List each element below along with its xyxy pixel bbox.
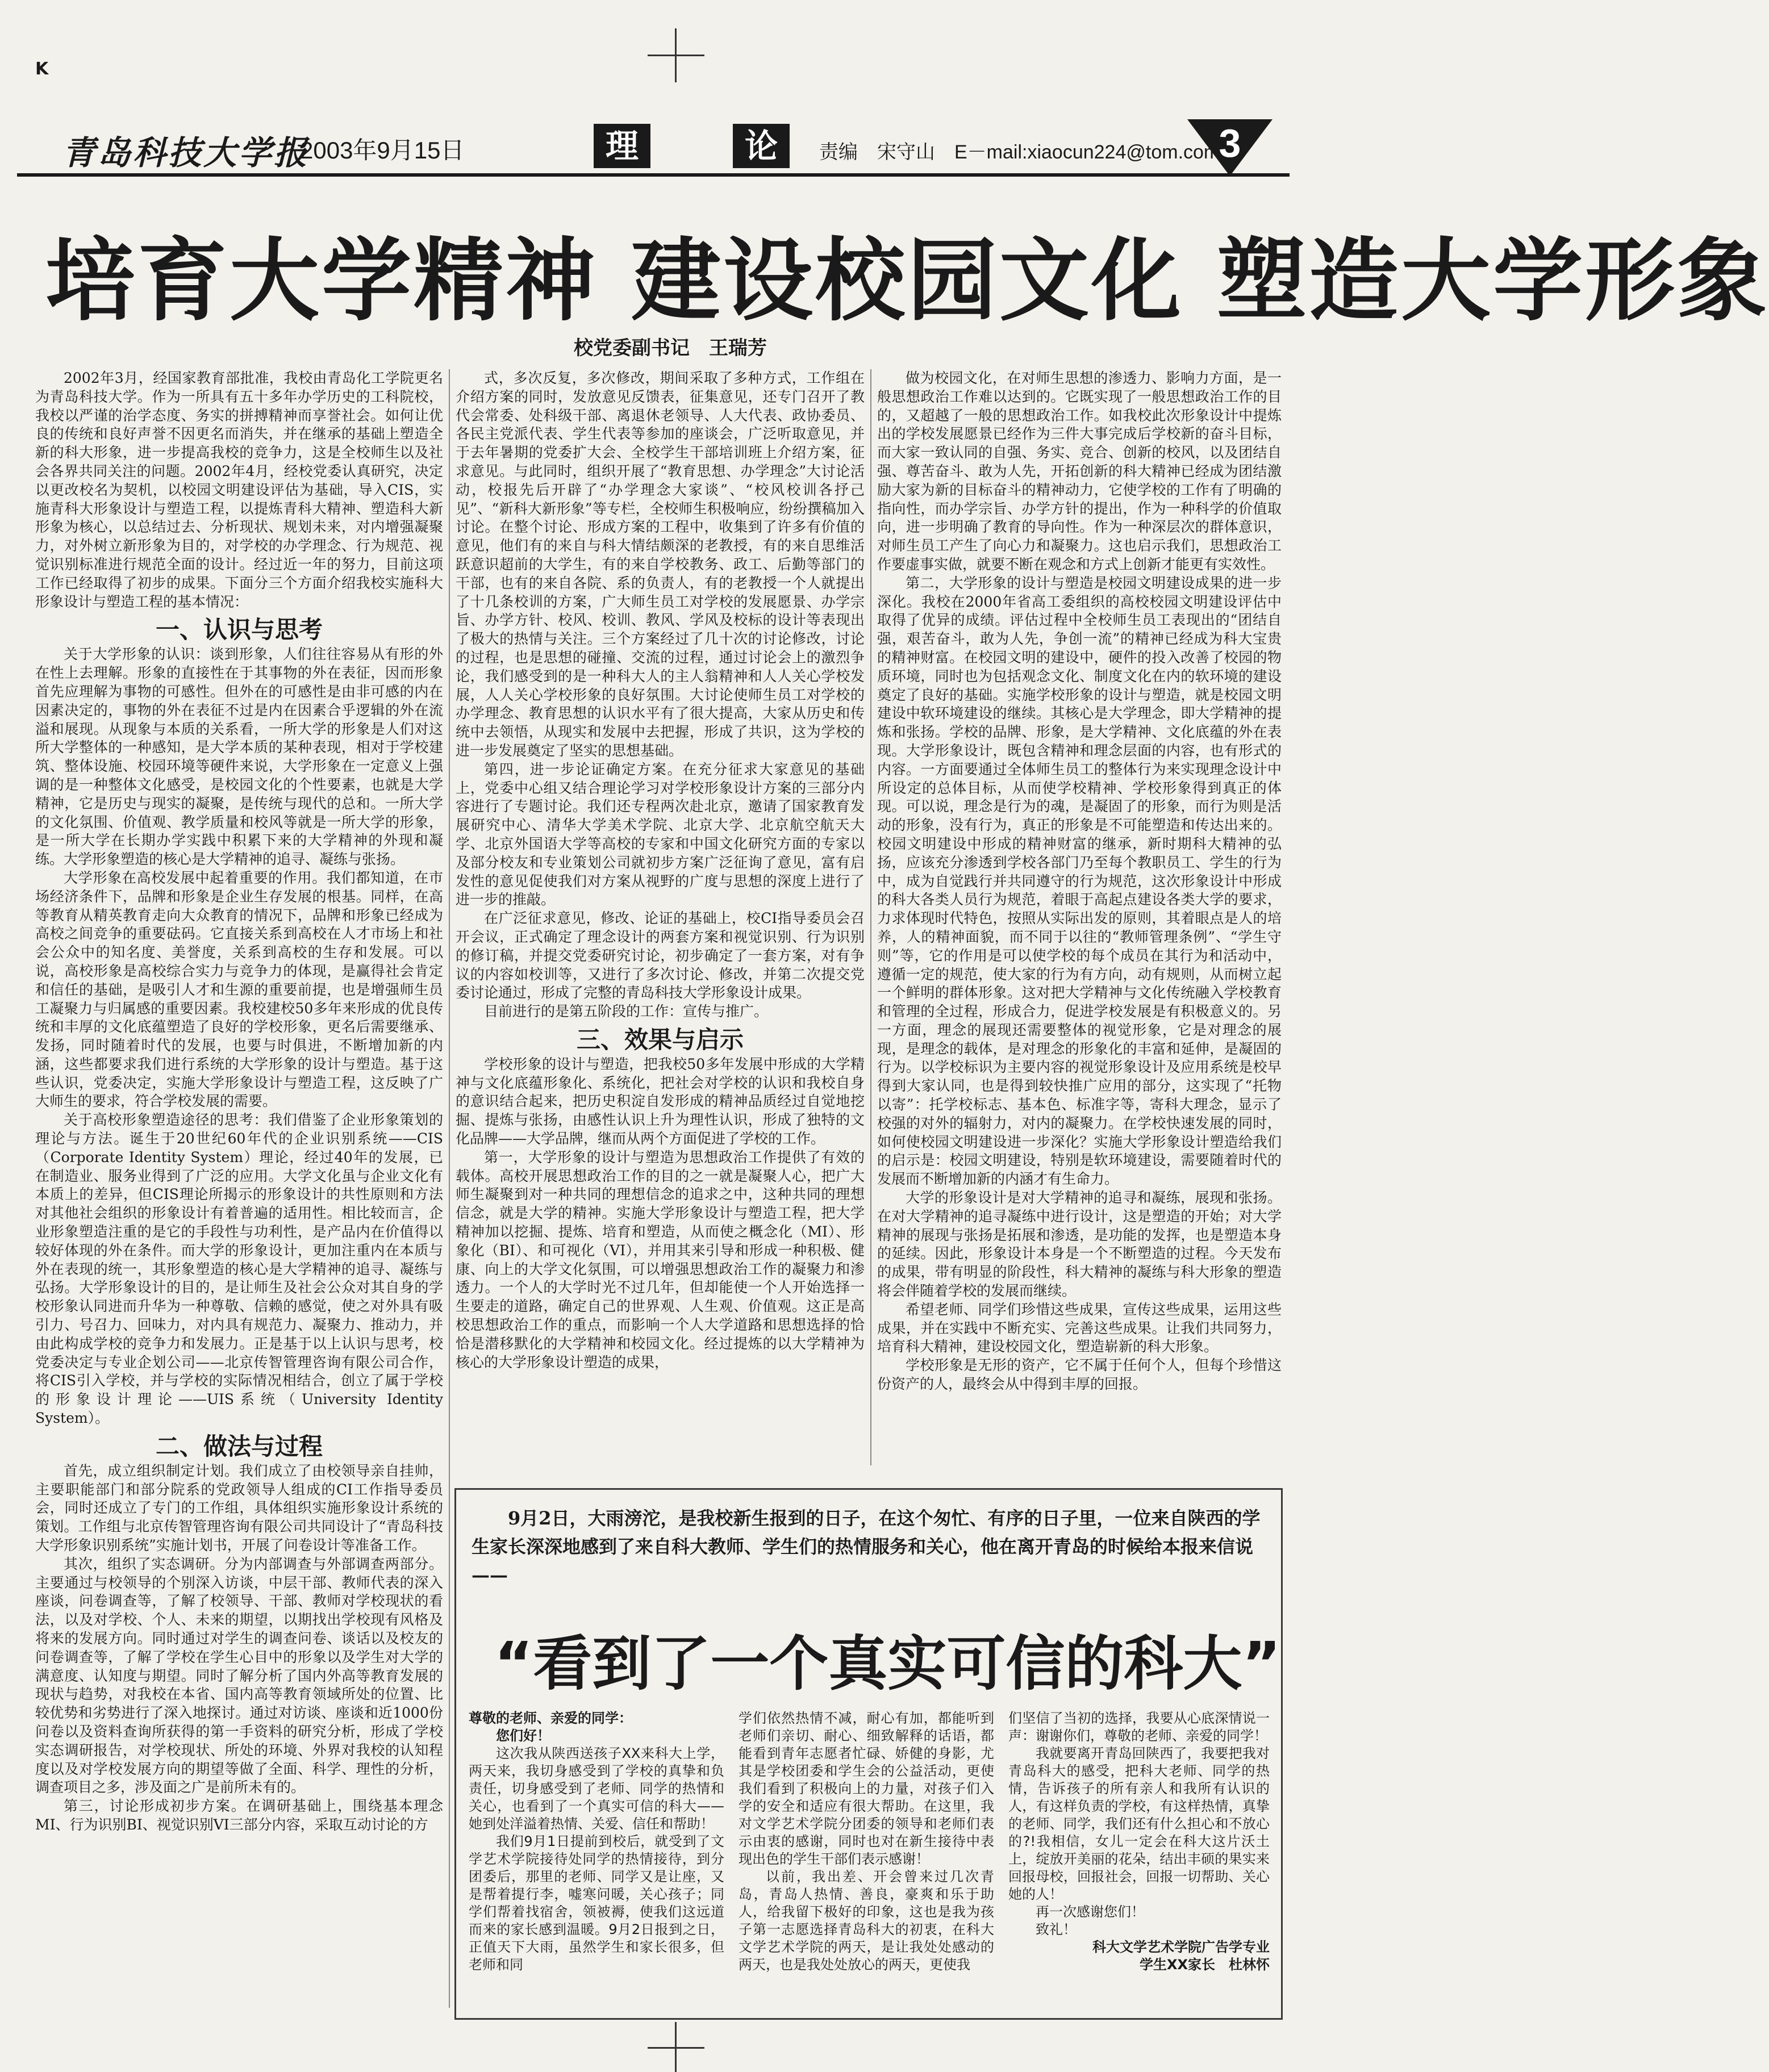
section-heading-1: 一、认识与思考 <box>155 616 323 644</box>
paragraph: 做为校园文化，在对师生思想的渗透力、影响力方面，是一般思想政治工作难以达到的。它既实现了一般思想政治工作的目的，又超越了一般的思想政治工作。如我校此次形象设计中提炼出的学校发展愿景已经作为三件大事完成后学校新的奋斗目标，而大家一致认同的自强、务实、竞合、创新的校风，以及团结自强、尊苦奋斗、敢为人先，开拓创新的科大精神已经成为团结激励大家为新的目标奋斗的精神动力，它使学校的工作有了明确的指向性，而办学宗旨、办学方针的提出，作为一种科学的价值取向，进一步明确了教育的导向性。作为一种深层次的群体意识，对师生员工产生了向心力和凝聚力。这也启示我们，思想政治工作要虚事实做，就要不断在观念和方式上创新才能更有实效性。 <box>877 370 1282 573</box>
paragraph: 学校形象的设计与塑造，把我校50多年发展中形成的大学精神与文化底蕴形象化、系统化，把社会对学校的认识和我校自身的意识结合起来，把历史积淀自发形成的精神品质经过自觉地挖掘、提炼与张扬，由感性认识上升为理性认识，形成了独特的文化品牌——大学品牌，继而从两个方面促进了学校的工作。 <box>456 1055 865 1147</box>
column-divider <box>449 369 450 2008</box>
paragraph: 目前进行的是第五阶段的工作：宣传与推广。 <box>484 1003 769 1020</box>
paragraph: 关于大学形象的认识：谈到形象，人们往往容易从有形的外在性上去理解。形象的直接性在于其事物的外在表征，因而形象首先应理解为事物的可感性。但外在的可感性是由非可感的内在因素决定的，事物的外在表征不过是内在因素合乎逻辑的外在流溢和展现。从现象与本质的关系看，一所大学的形象是人们对这所大学整体的一种感知，是大学本质的某种表现，相对于学校建筑、整体设施、校园环境等硬件来说，大学形象在一定意义上强调的是一种整体文化感受，是校园文化的个性要素，也就是大学精神，它是历史与现实的凝聚，是传统与现代的总和。一所大学的文化氛围、价值观、教学质量和校风等就是一所大学的形象，是一所大学在长期办学实践中积累下来的大学精神的外现和凝练。大学形象塑造的核心是大学精神的追寻、凝练与张扬。 <box>35 646 443 868</box>
article-column-3 <box>877 369 1282 1633</box>
corner-mark: K <box>35 59 49 79</box>
paragraph: 第四，进一步论证确定方案。在充分征求大家意见的基础上，党委中心组又结合理论学习对学校形象设计方案的三部分内容进行了专题讨论。我们还专程两次赴北京，邀请了国家教育发展研究中心、清华大学美术学院、北京大学、北京航空航天大学、北京外国语大学等高校的专家和中国文化研究方面的专家以及部分校友和专业策划公司就初步方案广泛征询了意见，富有启发性的意见促使我们对方案从视野的广度与思想的深度上进行了进一步的推敲。 <box>456 761 865 908</box>
paragraph: 大学形象在高校发展中起着重要的作用。我们都知道，在市场经济条件下，品牌和形象是企业生存发展的根基。同样，在高等教育从精英教育走向大众教育的情况下，品牌和形象已经成为高校之间竞争的重要砝码。它直接关系到高校在人才市场上和社会公众中的知名度、美誉度，关系到高校的生存和发展。可以说，高校形象是高校综合实力与竞争力的体现，是赢得社会肯定和信任的基础，是吸引人才和生源的重要前提，也是增强师生员工凝聚力与归属感的重要因素。我校建校50多年来形成的优良传统和丰厚的文化底蕴塑造了良好的学校形象，更名后需要继承、发扬，同时随着时代的发展，也要与时俱进，不断增加新的内涵，这些都要求我们进行系统的大学形象的设计与塑造。基于这些认识，党委决定，实施大学形象设计与塑造工程，这反映了广大师生的要求，符合学校发展的需要。 <box>35 869 443 1110</box>
article-headline: 培育大学精神 建设校园文化 塑造大学形象 <box>45 229 1769 333</box>
paragraph: 关于高校形象塑造途径的思考：我们借鉴了企业形象策划的理论与方法。诞生于20世纪60年代的企业识别系统——CIS（Corporate Identity System）理论，经过40年的发展，已在制造业、服务业得到了广泛的应用。大学文化虽与企业文化有本质上的差异，但CIS理论所揭示的形象设计的共性原则和方法对其他社会组织的形象设计有着普遍的适用性。相比较而言，企业形象塑造注重的是它的手段性与功利性，是产品内在价值得以较好体现的外在条件。而大学的形象设计，更加注重内在本质与外在表现的统一，其形象塑造的核心是大学精神的追寻、凝练与弘扬。大学形象设计的目的，是让师生及社会公众对其自身的学校形象认同进而升华为一种尊敬、信赖的感觉，使之对外具有吸引力、号召力、回味力，对内具有规范力、凝聚力、推动力，并由此构成学校的竞争力和发展力。正是基于以上认识与思考，校党委决定与专业企划公司——北京传智管理咨询有限公司合作，将CIS引入学校，并与学校的实际情况相结合，创立了属于学校的形象设计理论——UIS系统（University Identity System）。 <box>35 1112 443 1427</box>
letter-intro: 9月2日，大雨滂沱，是我校新生报到的日子，在这个匆忙、有序的日子里，一位来自陕西的学生家长深深地感到了来自科大教师、学生们的热情服务和关心，他在离开青岛的时候给本报来信说—— <box>472 1507 1261 1586</box>
paragraph: 2002年3月，经国家教育部批准，我校由青岛化工学院更名为青岛科技大学。作为一所具有五十多年办学历史的工科院校，我校以严谨的治学态度、务实的拼搏精神而享誉社会。如何让优良的传统和良好声誉不因更名而消失，并在继承的基础上塑造全新的科大形象，进一步提高我校的竞争力，这是全校师生以及社会各界共同关注的问题。2002年4月，经校党委认真研究，决定以更改校名为契机，以校园文明建设评估为基础，导入CIS，实施青科大形象设计与塑造工程，以提炼青科大精神、塑造科大新形象为核心，以总结过去、分析现状、规划未来，对内增强凝聚力，对外树立新形象为目的，对学校的办学理念、行为规范、视觉识别标准进行规范全面的设计。经过近一年的努力，目前这项工作已经取得了初步的成果。下面分三个方面介绍我校实施科大形象设计与塑造工程的基本情况： <box>35 370 443 610</box>
letter-greeting: 您们好！ <box>496 1728 550 1744</box>
paragraph: 以前，我出差、开会曾来过几次青岛，青岛人热情、善良，豪爽和乐于助人，给我留下极好的印象，这也是我为孩子第一志愿选择青岛科大的初衷，在科大文学艺术学院的两天，是让我处处感动的两天，也是我处处放心的两天，更使我 <box>739 1869 994 1973</box>
registration-mark-top-h <box>648 55 704 56</box>
letter-column-3 <box>1008 1710 1270 2005</box>
letter-signature-line-1: 科大文学艺术学院广告学专业 <box>1092 1939 1270 1955</box>
paragraph: 第二，大学形象的设计与塑造是校园文明建设成果的进一步深化。我校在2000年省高工委组织的高校校园文明建设评估中取得了优异的成绩。评估过程中全校师生员工表现出的“团结自强，艰苦奋斗，敢为人先，争创一流”的精神已经成为科大宝贵的精神财富。在校园文明的建设中，硬件的投入改善了校园的物质环境，同时也为包括观念文化、制度文化在内的软环境的建设奠定了良好的基础。实施学校形象的设计与塑造，就是校园文明建设中软环境建设的继续。其核心是大学理念，即大学精神的提炼和张扬。学校的品牌、形象，是大学精神、文化底蕴的外在表现。大学形象设计，既包含精神和理念层面的内容，也有形式的内容。一方面要通过全体师生员工的整体行为来实现理念设计中所设定的总体目标，从而使学校精神、学校形象得到真正的体现。可以说，理念是行为的魂，是凝固了的形象，而行为则是活动的形象，没有行为，真正的形象是不可能塑造和传达出来的。校园文明建设中形成的精神财富的继承，新时期科大精神的弘扬，应该充分渗透到学校各部门乃至每个教职员工、学生的行为中，成为自觉践行并共同遵守的行为规范，这次形象设计中形成的科大各类人员行为规范，着眼于高起点建设各类大学的要求，力求体现时代特色，按照从实际出发的原则，其着眼点是人的培养，人的精神面貌，而不同于以往的“教师管理条例”、“学生守则”等，它的作用是可以使学校的每个成员在其行为和活动中，遵循一定的规范，使大家的行为有方向，动有规则，从而树立起一个鲜明的群体形象。这对把大学精神与文化传统融入学校教育和管理的全过程，形成合力，促进学校发展是有积极意义的。另一方面，理念的展现还需要整体的视觉形象，它是对理念的展现，是理念的载体，是对理念的形象化的丰富和延伸，是凝固的行为。以学校标识为主要内容的视觉形象设计及应用系统是校早得到大家认同，也是得到较快推广应用的部分，这实现了“托物以寄”：托学校标志、基本色、标准字等，寄科大理念，显示了校强的对外的辐射力，对内的凝聚力。在学校快速发展的同时，如何使校园文明建设进一步深化？实施大学形象设计塑造给我们的启示是：校园文明建设，特别是软环境建设，需要随着时代的发展而不断增加新的内涵才有生命力。 <box>877 574 1282 1188</box>
paragraph: 致礼！ <box>1036 1921 1077 1937</box>
article-column-1 <box>35 369 443 2008</box>
letter-column-1 <box>469 1710 724 2005</box>
letter-salutation: 尊敬的老师、亲爱的同学： <box>469 1710 632 1726</box>
paragraph: 我们9月1日提前到校后，就受到了文学艺术学院接待处同学的热情接待，到分团委后，那里的老师、同学又是让座，又是帮着提行李，嘘寒问暖，关心孩子；同学们帮着找宿舍，领被褥，使我们这远道而来的家长感到温暖。9月2日报到之日，正值天下大雨，虽然学生和家长很多，但老师和同 <box>469 1833 724 1973</box>
registration-mark-bottom-h <box>648 2047 704 2049</box>
letter-title: “看到了一个真实可信的科大” <box>494 1629 1281 1698</box>
paragraph: 大学的形象设计是对大学精神的追寻和凝练，展现和张扬。在对大学精神的追寻凝练中进行设计，这是塑造的开始；对大学精神的展现与张扬是拓展和渗透，是功能的发挥，也是塑造本身的延续。因此，形象设计本身是一个不断塑造的过程。今天发布的成果，带有明显的阶段性，科大精神的凝练与科大形象的塑造将会伴随着学校的发展而继续。 <box>877 1189 1282 1300</box>
masthead: 青岛科技大学报 <box>62 133 310 172</box>
letter-column-2 <box>739 1710 994 2005</box>
paragraph: 再一次感谢您们！ <box>1036 1904 1145 1920</box>
article-byline: 校党委副书记 王瑞芳 <box>574 337 767 360</box>
letter-signature-line-2: 学生XX家长 杜林怀 <box>1139 1957 1270 1973</box>
paragraph: 第三，讨论形成初步方案。在调研基础上，围绕基本理念MI、行为识别BI、视觉识别VI三部分内容，采取互动讨论的方 <box>35 1798 443 1833</box>
paragraph: 在广泛征求意见，修改、论证的基础上，校CI指导委员会召开会议，正式确定了理念设计的两套方案和视觉识别、行为识别的修订稿，并提交党委研究讨论，初步确定了一套方案，对有争议的内容如校训等，又进行了多次讨论、修改，并第二次提交党委讨论通过，形成了完整的青岛科技大学形象设计成果。 <box>456 910 865 1001</box>
section-tag-2: 论 <box>733 124 790 168</box>
paragraph: 其次，组织了实态调研。分为内部调查与外部调查两部分。主要通过与校领导的个别深入访谈，中层干部、教师代表的深入座谈，问卷调查等，了解了校领导、干部、教师对学校现状的看法，以及对学校、个人、未来的期望，以期找出学校现有风格及将来的发展方向。同时通过对学生的调查问卷、谈话以及校友的问卷调查等，了解了学校在学生心目中的形象以及学生对大学的满意度、认知度与期望。同时了解分析了国内外高等教育发展的现状与趋势，对我校在本省、国内高等教育领域所处的位置、比较优势和劣势进行了深入地探讨。通过对访谈、座谈和近1000份问卷以及资料查询所获得的第一手资料的研究分析，形成了学校实态调研报告，对学校现状、所处的环境、外界对我校的认知程度以及对学校发展方向的期望等做了全面、科学、理性的分析，调查项目之多，涉及面之广是前所未有的。 <box>35 1555 443 1796</box>
paragraph: 我就要离开青岛回陕西了，我要把我对青岛科大的感受，把科大老师、同学的热情，告诉孩子的所有亲人和我所有认识的人，有这样负责的学校，有这样热情，真挚的老师、同学，我们还有什么担心和不放心的?!我相信，女儿一定会在科大这片沃土上，绽放开美丽的花朵，结出丰硕的果实来回报母校，回报社会，回报一切帮助、关心她的人！ <box>1008 1745 1270 1902</box>
page-number: 3 <box>1219 121 1241 165</box>
editor-info: 责编 宋守山 E－mail:xiaocun224@tom.com <box>819 141 1220 163</box>
paragraph: 这次我从陕西送孩子XX来科大上学，两天来，我切身感受到了学校的真挚和负责任，切身感受到了老师、同学的热情和关心，也看到了一个真实可信的科大——她到处洋溢着热情、关爱、信任和帮助！ <box>469 1745 724 1832</box>
column-divider <box>870 369 871 1465</box>
page-number-badge <box>1187 119 1272 176</box>
section-heading-3: 三、效果与启示 <box>576 1025 744 1054</box>
paragraph: 式，多次反复，多次修改，期间采取了多种方式，工作组在介绍方案的同时，发放意见反馈表，征集意见，还专门召开了教代会常委、处科级干部、离退休老领导、人大代表、政协委员、各民主党派代表、学生代表等参加的座谈会，广泛听取意见，并于去年暑期的党委扩大会、全校学生干部培训班上介绍方案，征求意见。与此同时，组织开展了“教育思想、办学理念”大讨论活动，校报先后开辟了“办学理念大家谈”、“校风校训各抒己见”、“新科大新形象”等专栏，全校师生积极响应，纷纷撰稿加入讨论。在整个讨论、形成方案的工程中，收集到了许多有价值的意见，他们有的来自与科大情结颇深的老教授，有的来自思维活跃意识超前的大学生，有的来自学校教务、政工、后勤等部门的干部，也有的来自各院、系的负责人，有的老教授一个人就提出了十几条校训的方案，广大师生员工对学校的发展愿景、办学宗旨、办学方针、校风、校训、教风、学风及校标的设计等表现出了极大的热情与关注。三个方案经过了几十次的讨论修改，讨论的过程，也是思想的碰撞、交流的过程，通过讨论会上的激烈争论，我们感受到的是一种科大人的主人翁精神和人人关心学校发展，人人关心学校形象的良好氛围。大讨论使师生员工对学校的办学理念、教育思想的认识水平有了很大提高，大家从历史和传统中去领悟，从现实和发展中去把握，形成了共识，这为学校的进一步发展奠定了坚实的思想基础。 <box>456 370 865 759</box>
paragraph: 学们依然热情不减，耐心有加，都能听到老师们亲切、耐心、细致解释的话语，都能看到青年志愿者忙碌、娇健的身影，尤其是学校团委和学生会的公益活动，更使我们看到了积极向上的力量，对孩子们入学的安全和适应有很大帮助。在这里，我对文学艺术学院分团委的领导和老师们表示由衷的感谢，同时也对在新生接待中表现出色的学生干部们表示感谢！ <box>739 1710 994 1867</box>
article-column-2 <box>456 369 865 1465</box>
section-heading-2: 二、做法与过程 <box>155 1432 323 1460</box>
section-tag-1: 理 <box>594 124 650 168</box>
paragraph: 希望老师、同学们珍惜这些成果，宣传这些成果，运用这些成果，并在实践中不断充实、完善这些成果。让我们共同努力，培育科大精神，建设校园文化，塑造崭新的科大形象。 <box>877 1301 1282 1355</box>
paragraph: 第一，大学形象的设计与塑造为思想政治工作提供了有效的载体。高校开展思想政治工作的目的之一就是凝聚人心，把广大师生凝聚到对一种共同的理想信念的追求之中，这种共同的理想信念，就是大学的精神。实施大学形象设计与塑造工程，把大学精神加以挖掘、提炼、培育和塑造，从而使之概念化（MI）、形象化（BI）、和可视化（VI），并用其来引导和形成一种积极、健康、向上的大学文化氛围，可以增强思想政治工作的凝聚力和渗透力。一个人的大学时光不过几年，但却能使一个人开始选择一生要走的道路，确定自己的世界观、人生观、价值观。这正是高校思想政治工作的重点，而影响一个人大学道路和思想选择的恰恰是潜移默化的大学精神和校园文化。经过提炼的以大学精神为核心的大学形象设计塑造的成果， <box>456 1148 865 1371</box>
issue-date: 2003年9月15日 <box>300 137 465 164</box>
paragraph: 们坚信了当初的选择，我要从心底深情说一声：谢谢你们，尊敬的老师、亲爱的同学！ <box>1008 1710 1270 1744</box>
paragraph: 学校形象是无形的资产，它不属于任何个人，但每个珍惜这份资产的人，最终会从中得到丰厚的回报。 <box>877 1357 1282 1393</box>
paragraph: 首先，成立组织制定计划。我们成立了由校领导亲自挂帅，主要职能部门和部分院系的党政领导人组成的CI工作指导委员会，同时还成立了专门的工作组，具体组织实施形象设计系统的策划。工作组与北京传智管理咨询有限公司共同设计了“青岛科技大学形象识别系统”实施计划书，开展了问卷设计等准备工作。 <box>35 1462 443 1554</box>
